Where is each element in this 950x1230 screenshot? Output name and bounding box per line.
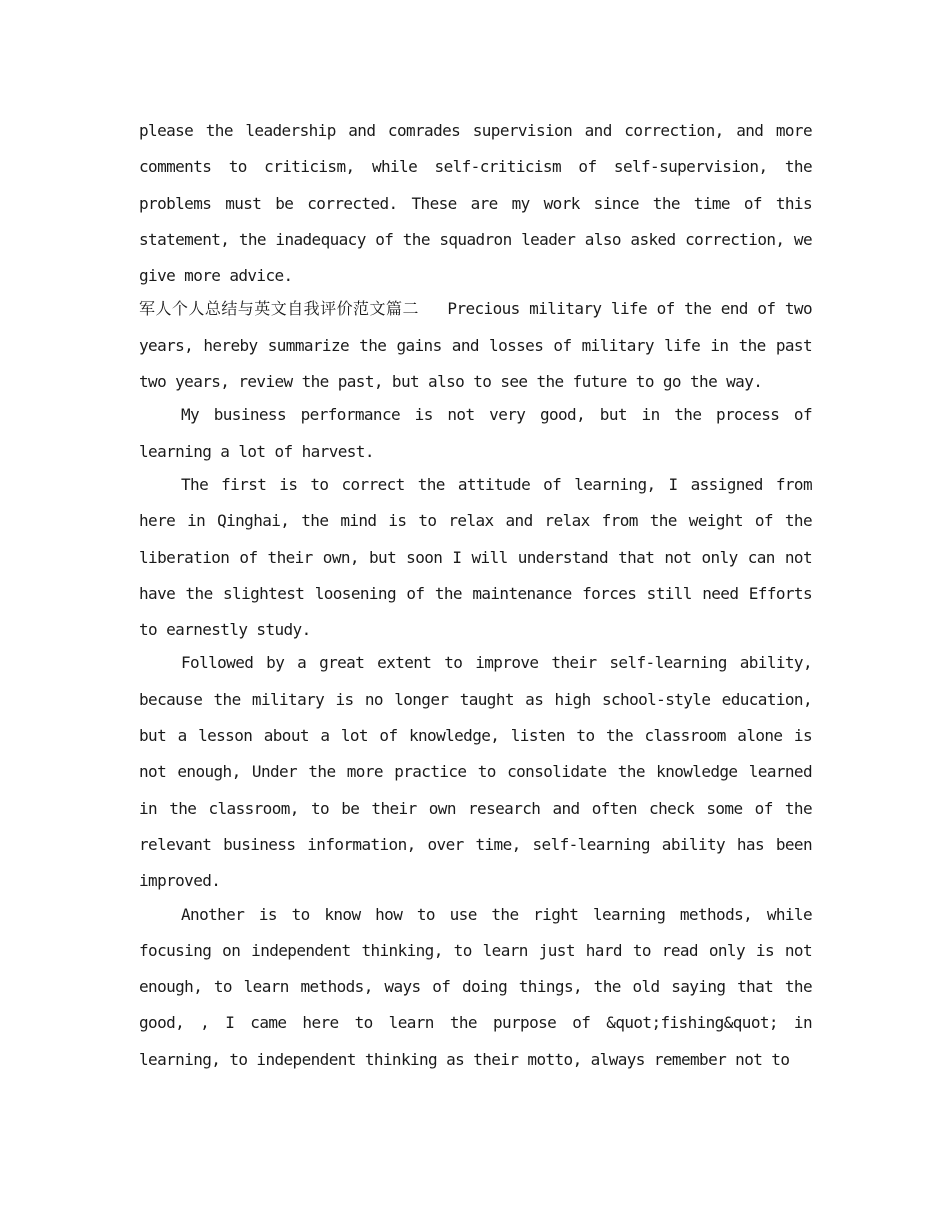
paragraph-3 — [139, 397, 812, 470]
paragraph-6 — [139, 897, 812, 1078]
section-heading: 军人个人总结与英文自我评价范文篇二 — [139, 299, 419, 319]
paragraph-1-text: please the leadership and comrades supervision and correction, and more comments to criticism, while self-criticism of self-supervision, the problems must be corrected. These are my work since the time of this statement, the inadequacy of the squadron leader also asked correction, we give more advice. — [139, 121, 812, 286]
paragraph-6-text: Another is to know how to use the right learning methods, while focusing on independent thinking, to learn just hard to read only is not enough, to learn methods, ways of doing things, the old saying that the good, , I came here to learn the purpose of &quot;fishing&quot; in learning, to independent thinking as their motto, always remember not to — [139, 904, 812, 1069]
paragraph-5 — [139, 645, 812, 899]
paragraph-4-text: The first is to correct the attitude of learning, I assigned from here in Qinghai, the mind is to relax and relax from the weight of the liberation of their own, but soon I will understand that not only can not have the slightest loosening of the maintenance forces still need Efforts to earnestly study. — [139, 474, 812, 640]
paragraph-3-text: My business performance is not very good, but in the process of learning a lot of harvest. — [139, 405, 812, 461]
paragraph-5-text: Followed by a great extent to improve their self-learning ability, because the military is no longer taught as high school-style education, but a lesson about a lot of knowledge, listen to the classroom alone is not enough, Under the more practice to consolidate the knowledge learned in the classroom, to be their own research and often check some of the relevant business information, over time, self-learning ability has been improved. — [139, 653, 812, 891]
document-body — [139, 113, 822, 1078]
paragraph-4 — [139, 467, 812, 648]
paragraph-2 — [139, 291, 822, 400]
paragraph-1 — [139, 113, 812, 294]
paragraph-2-text: Precious military life of the end of two years, hereby summarize the gains and losses of military life in the past two years, review the past, but also to see the future to go the way. — [139, 299, 822, 392]
